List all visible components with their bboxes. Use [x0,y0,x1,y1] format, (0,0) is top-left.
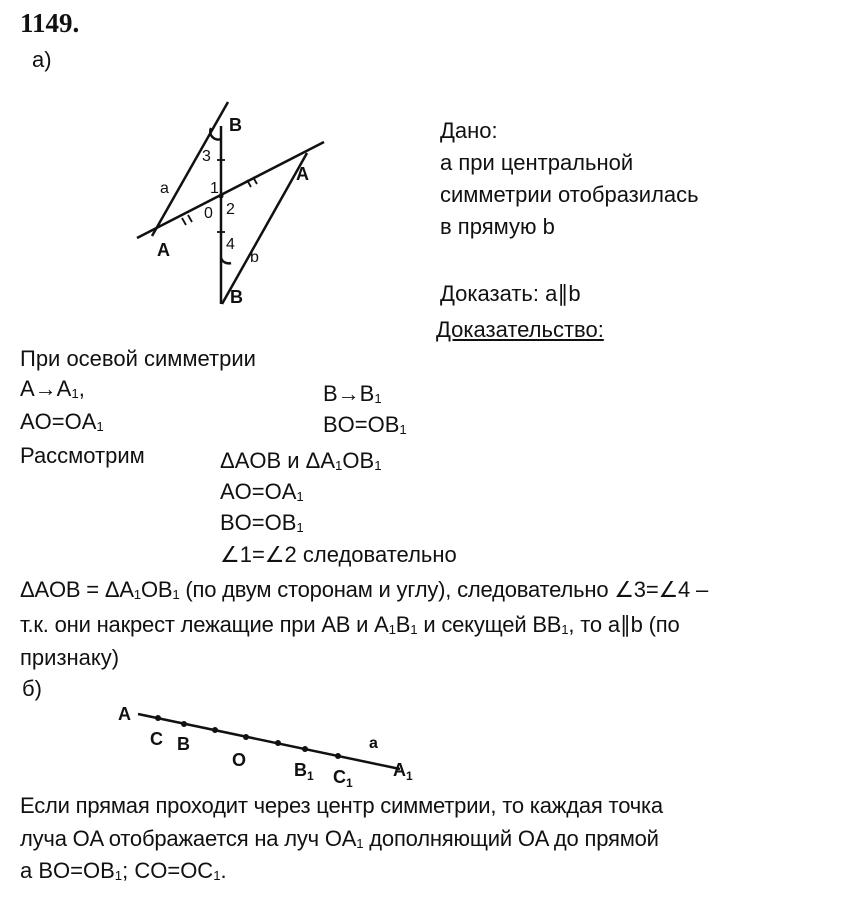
part-b-text-3: a BO=OB1; CO=OC1. [20,858,227,883]
point-C1 [335,753,341,759]
label-b: b [250,249,259,266]
proof-bo-eq: BO=OB1 [323,412,407,437]
proof-conclusion-3: признаку) [20,645,120,670]
given-title: Дано: [440,118,498,143]
proof-a-to-a1: A→A1, [20,376,85,401]
proof-b-to-b1: B→B1 [323,381,382,406]
given-line-2: симметрии отобразилась [440,182,699,207]
label-a: a [160,180,169,197]
proof-title: Доказательство: [436,317,604,342]
label-1: 1 [210,180,219,197]
proof-eq1: AO=OA1 [220,479,304,504]
label-C1-b: $C_1$ [333,767,353,790]
label-A-left: A [157,240,170,260]
part-b-text-2: луча OA отображается на луч OA1 дополняющий OA до прямой [20,826,659,851]
point-extra [275,740,281,746]
proof-eq2: BO=OB1 [220,510,304,535]
point-extra [212,727,218,733]
point-C [155,715,161,721]
label-O: 0 [204,205,213,222]
label-3: 3 [202,148,211,165]
part-b-text-1: Если прямая проходит через центр симметрии, то каждая точка [20,793,663,818]
proof-line-1: При осевой симметрии [20,346,256,371]
label-a-b: a [369,735,378,752]
proof-conclusion-1: ΔAOB = ΔA1OB1 (по двум сторонам и углу), следовательно ∠3=∠4 – [20,577,708,602]
label-B-b: B [177,734,190,754]
point-O [243,734,249,740]
proof-triangles: ΔAOB и ΔA1OB1 [220,448,382,473]
part-a-label: а) [32,47,52,72]
label-A1-b: $A_1$ [393,760,413,783]
part-b-label: б) [22,676,42,701]
label-B1-b: $B_1$ [294,760,314,783]
label-4: 4 [226,236,235,253]
proof-conclusion-2: т.к. они накрест лежащие при AB и A1B1 и секущей BB1, то a∥b (по [20,612,680,637]
point-B1 [302,746,308,752]
given-line-3: в прямую b [440,214,555,239]
point-B [181,721,187,727]
proof-angles: ∠1=∠2 следовательно [220,542,457,567]
label-O-b: O [232,750,247,770]
label-B-top: B [229,115,242,135]
label-A-right: A [296,164,309,184]
label-B-bottom: B [230,287,243,307]
label-2: 2 [226,201,235,218]
label-A-b: A [118,704,131,724]
label-C-b: C [150,729,163,749]
problem-number: 1149. [20,8,80,38]
proof-ao-eq: AO=OA1 [20,409,104,434]
prove-statement: Доказать: a∥b [440,281,581,306]
given-line-1: a при центральной [440,150,634,175]
proof-consider: Рассмотрим [20,443,145,468]
